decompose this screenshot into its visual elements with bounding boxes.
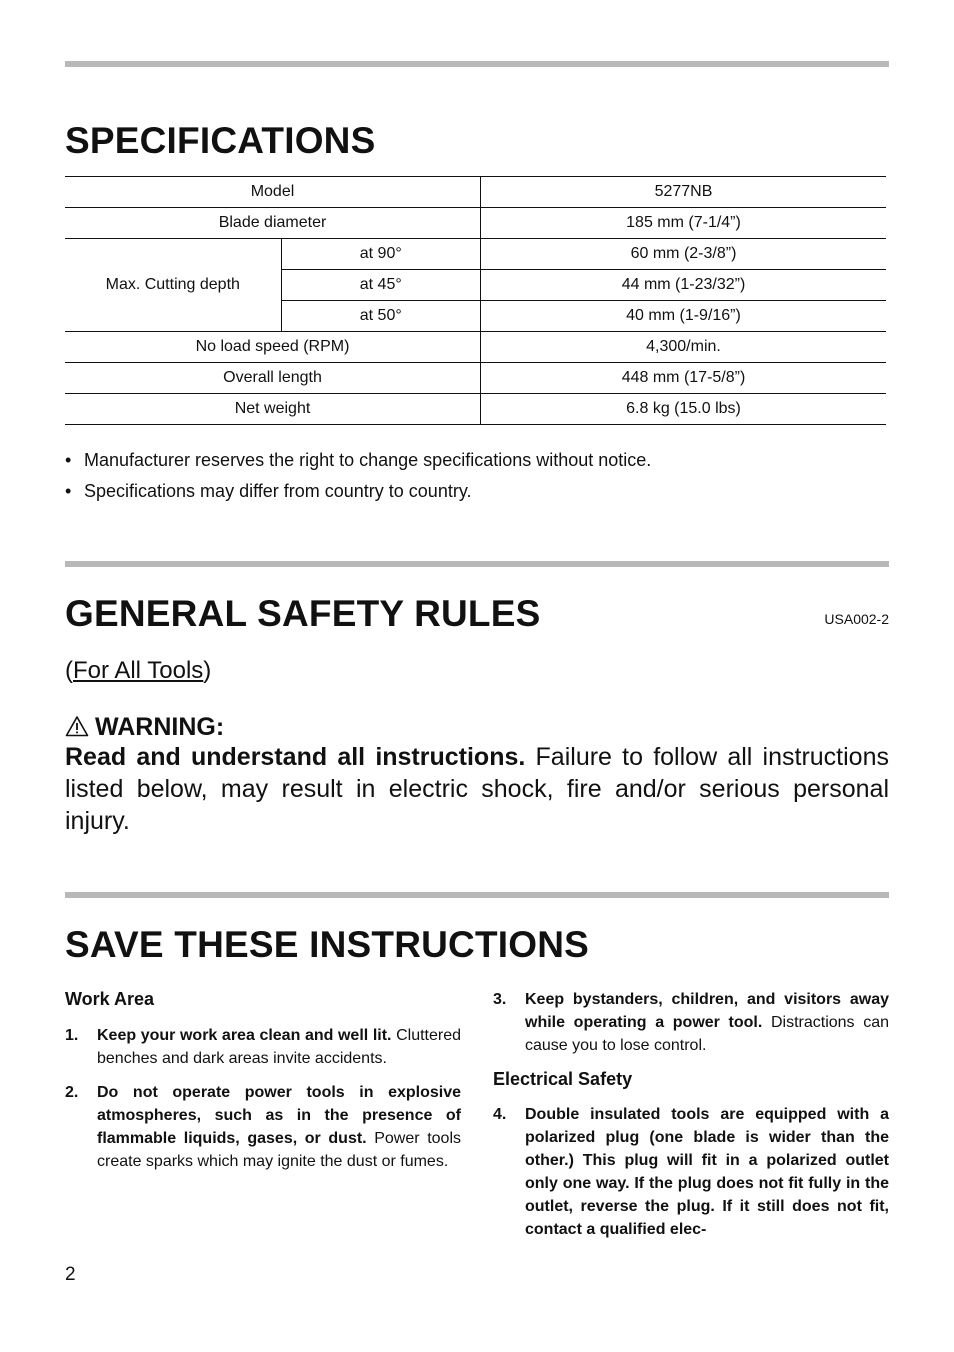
save-instructions-heading: SAVE THESE INSTRUCTIONS: [65, 924, 590, 965]
table-row: [65, 208, 886, 239]
spec-value: 40 mm (1-9/16”): [481, 301, 887, 332]
spec-sublabel: at 45°: [281, 270, 480, 301]
left-column: [65, 988, 461, 1184]
right-column: [493, 988, 889, 1252]
general-safety-heading: GENERAL SAFETY RULES: [65, 593, 541, 634]
spec-notes: [65, 450, 651, 512]
electrical-safety-heading: Electrical Safety: [493, 1069, 633, 1089]
specifications-table: [65, 176, 886, 425]
list-item: 1. Keep your work area clean and well lit. Cluttered benches and dark areas invite accidents.: [65, 1027, 461, 1067]
table-row: [65, 363, 886, 394]
spec-sublabel: at 50°: [281, 301, 480, 332]
spec-label: Net weight: [65, 394, 481, 425]
spec-value: 60 mm (2-3/8”): [481, 239, 887, 270]
list-item: 4. Double insulated tools are equipped with a polarized plug (one blade is wider than the other.) This plug will fit in a polarized outlet only one way. If the plug does not fit fully in the outlet, reverse the plug. If it still does not fit, contact a qualified elec-: [493, 1106, 889, 1238]
save-divider: [65, 892, 889, 898]
spec-value: 44 mm (1-23/32”): [481, 270, 887, 301]
safety-divider: [65, 561, 889, 567]
spec-value: 5277NB: [481, 177, 887, 208]
spec-label: Model: [65, 177, 481, 208]
warning-text: Read and understand all instructions. Failure to follow all instructions listed below, may result in electric shock, fire and/or serious personal injury.: [65, 743, 889, 835]
specifications-heading: SPECIFICATIONS: [65, 120, 376, 161]
spec-value: 185 mm (7-1/4”): [481, 208, 887, 239]
table-row: [65, 239, 886, 270]
bullet-icon: •: [65, 450, 72, 470]
page-number: 2: [65, 1264, 76, 1285]
warning-triangle-icon: [65, 715, 89, 737]
bullet-icon: •: [65, 481, 72, 501]
list-item: • Specifications may differ from country to country.: [65, 481, 472, 501]
list-item: • Manufacturer reserves the right to change specifications without notice.: [65, 450, 652, 470]
document-code: USA002-2: [824, 611, 889, 627]
spec-sublabel: at 90°: [281, 239, 480, 270]
warning-heading: WARNING:: [65, 713, 224, 742]
spec-value: 4,300/min.: [481, 332, 887, 363]
list-item: 3. Keep bystanders, children, and visitors away while operating a power tool. Distractions can cause you to lose control.: [493, 991, 889, 1054]
spec-label: Blade diameter: [65, 208, 481, 239]
spec-value: 448 mm (17-5/8”): [481, 363, 887, 394]
table-row: [65, 394, 886, 425]
spec-value: 6.8 kg (15.0 lbs): [481, 394, 887, 425]
table-row: [65, 177, 886, 208]
spec-label: Max. Cutting depth: [65, 239, 281, 332]
spec-label: Overall length: [65, 363, 481, 394]
list-item: 2. Do not operate power tools in explosive atmospheres, such as in the presence of flammable liquids, gases, or dust. Power tools create sparks which may ignite the dust or fumes.: [65, 1084, 461, 1170]
top-divider: [65, 61, 889, 67]
work-area-heading: Work Area: [65, 989, 155, 1009]
spec-label: No load speed (RPM): [65, 332, 481, 363]
for-all-tools-subtitle: (For All Tools): [65, 657, 212, 684]
table-row: [65, 332, 886, 363]
